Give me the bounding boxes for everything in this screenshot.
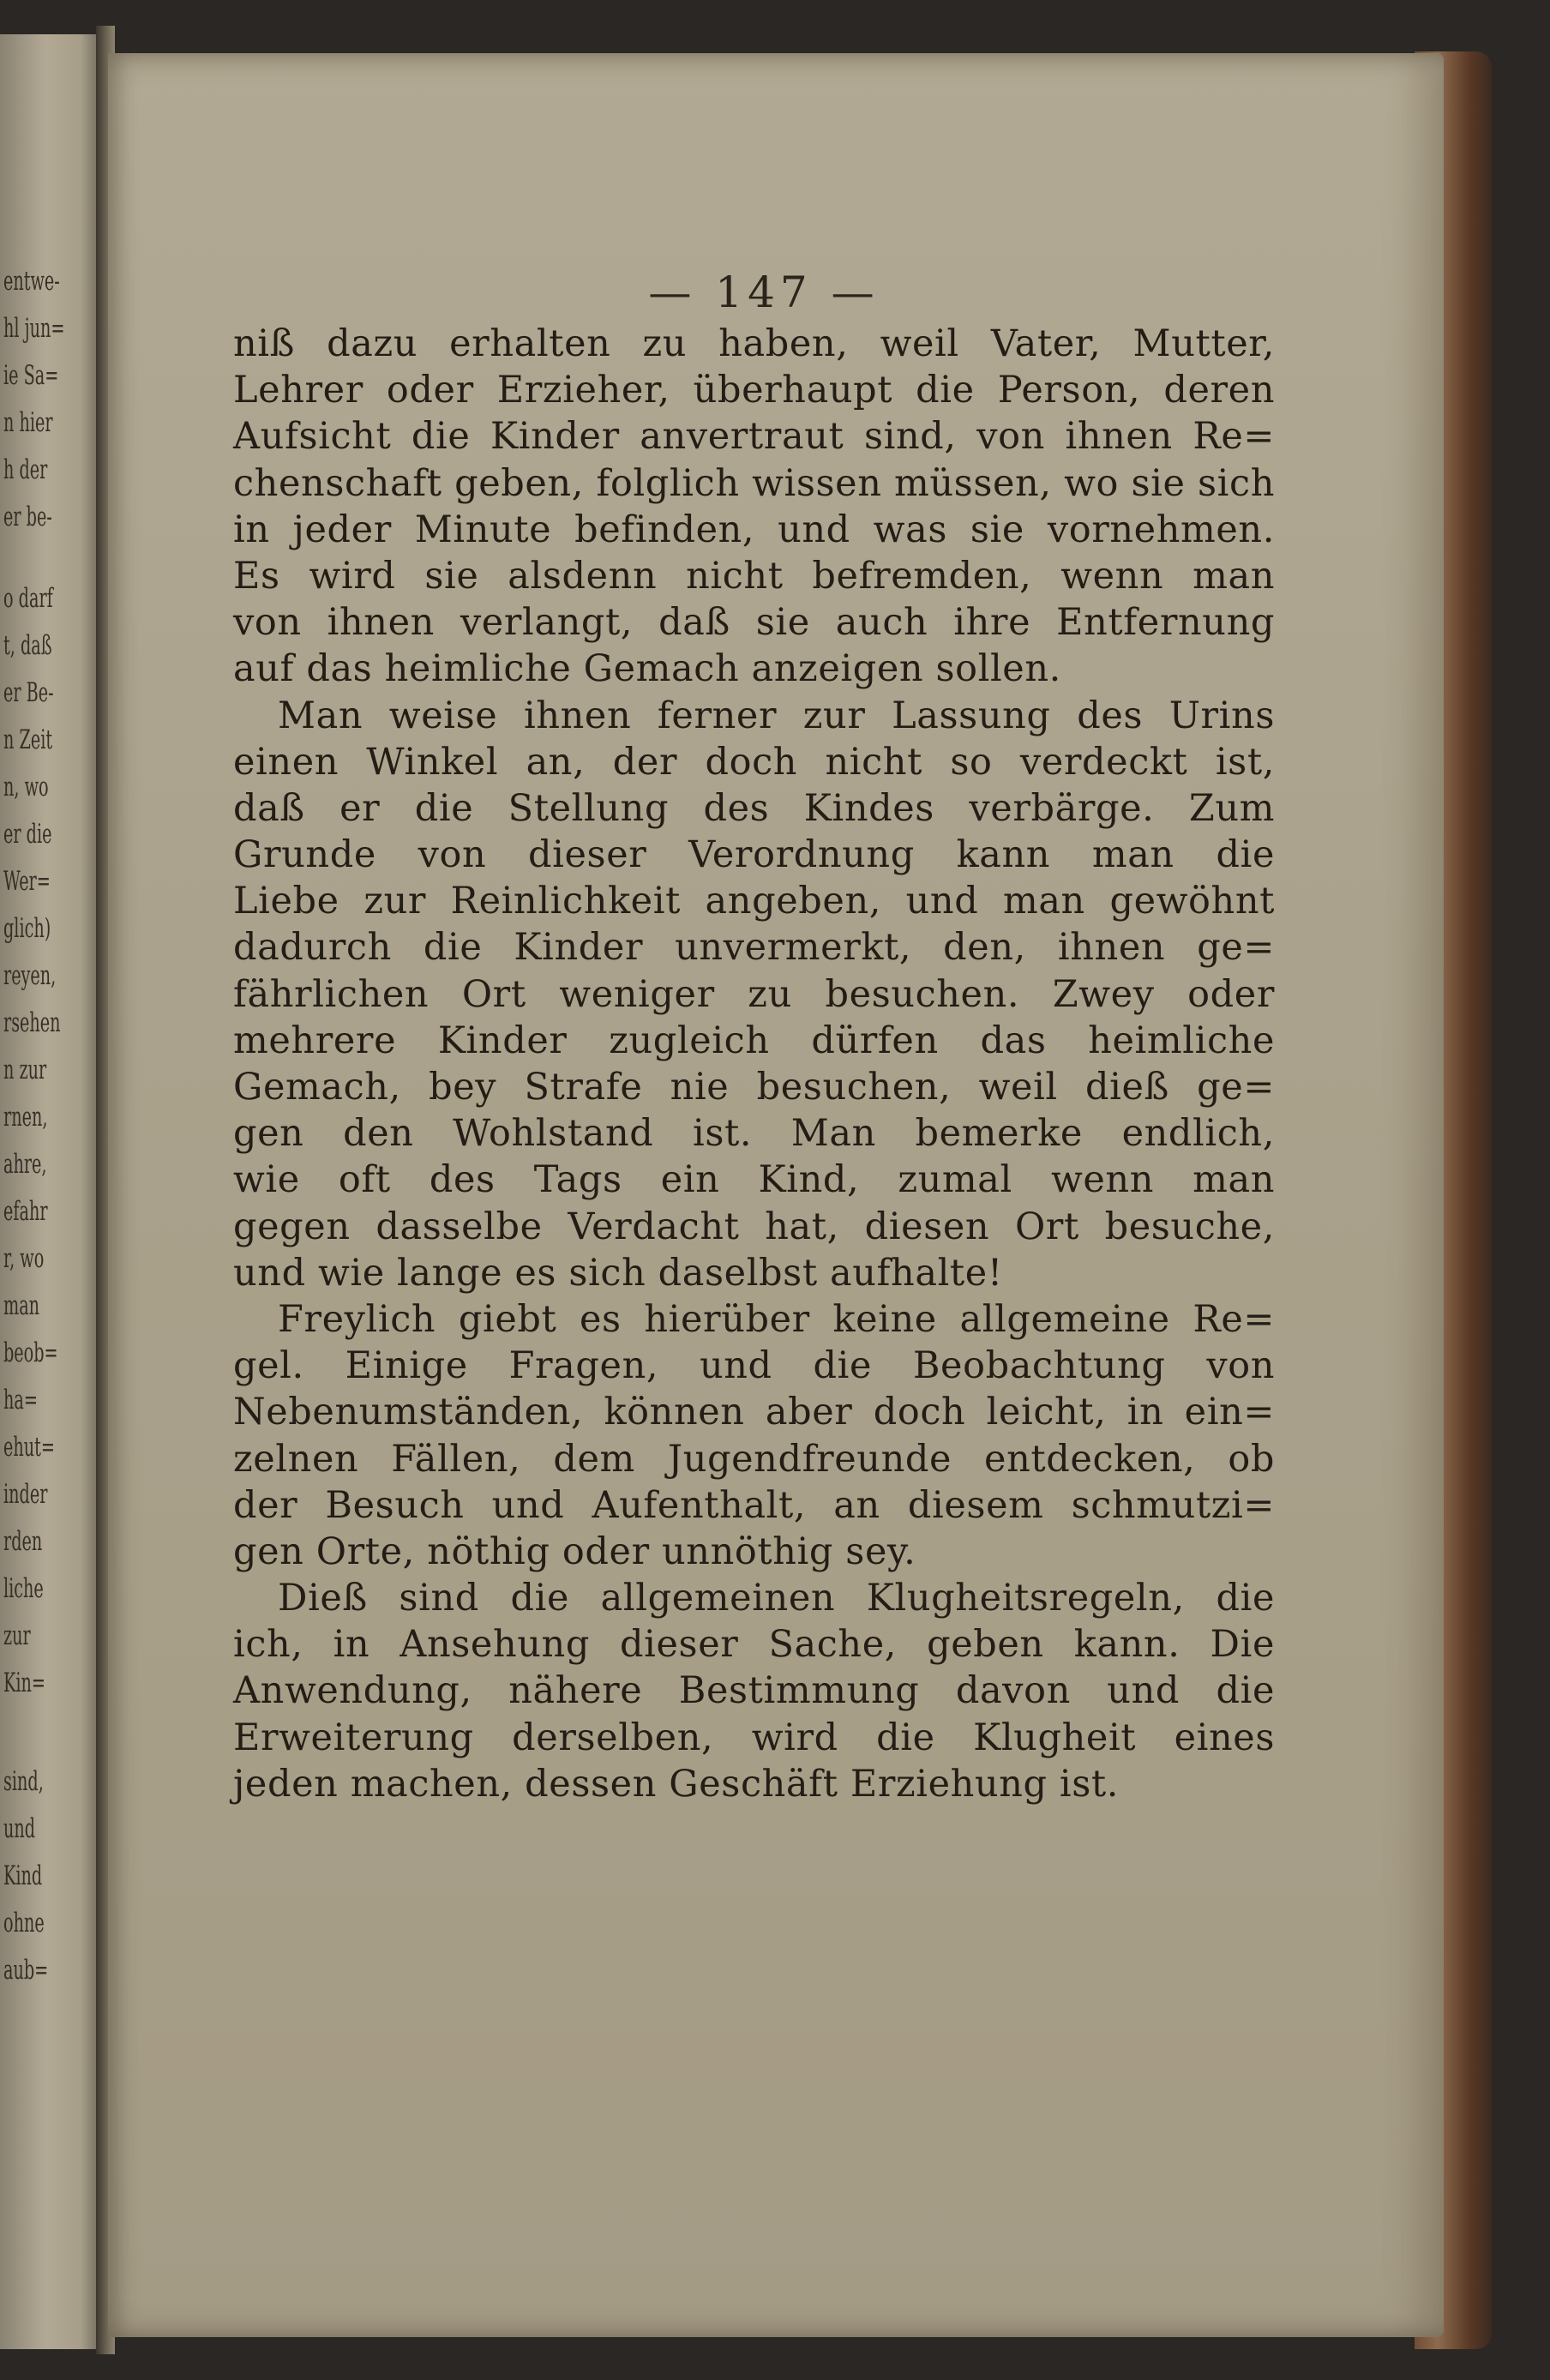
left-page-fragment: er Be- bbox=[3, 677, 54, 708]
text-line: Aufsicht die Kinder anvertraut sind, von ihnen Re= bbox=[233, 415, 1275, 459]
text-line: Grunde von dieser Verordnung kann man die bbox=[233, 833, 1275, 877]
text-line: daß er die Stellung des Kindes verbärge. Zum bbox=[233, 786, 1275, 830]
text-line: wie oft des Tags ein Kind, zumal wenn man bbox=[233, 1158, 1275, 1202]
left-page-fragment: ohne bbox=[3, 1908, 45, 1938]
left-page-fragment: ha= bbox=[3, 1385, 38, 1415]
left-page-fragment: rden bbox=[3, 1526, 43, 1557]
text-line: Nebenumständen, können aber doch leicht, in ein= bbox=[233, 1391, 1275, 1434]
left-page-fragment: aub= bbox=[3, 1955, 49, 1986]
text-line: auf das heimliche Gemach anzeigen sollen. bbox=[233, 647, 1061, 691]
left-page-fragment: n Zeit bbox=[3, 724, 53, 755]
text-line: der Besuch und Aufenthalt, an diesem schmutzi= bbox=[233, 1483, 1275, 1527]
left-page-fragment: r, wo bbox=[3, 1243, 45, 1274]
left-page-fragment: hl jun= bbox=[3, 313, 65, 344]
text-line: Freylich giebt es hierüber keine allgemeine Re= bbox=[278, 1297, 1275, 1341]
text-line: fährlichen Ort weniger zu besuchen. Zwey oder bbox=[233, 972, 1275, 1016]
left-page-fragment: efahr bbox=[3, 1196, 48, 1227]
text-line: und wie lange es sich daselbst aufhalte! bbox=[233, 1251, 1003, 1295]
left-page-fragment: n zur bbox=[3, 1055, 47, 1085]
text-line: jeden machen, dessen Geschäft Erziehung ist. bbox=[233, 1762, 1120, 1806]
text-line: dadurch die Kinder unvermerkt, den, ihnen ge= bbox=[233, 926, 1275, 970]
text-line: Gemach, bey Strafe nie besuchen, weil dieß ge= bbox=[233, 1066, 1275, 1109]
left-page-fragment: n, wo bbox=[3, 772, 49, 802]
text-line: Man weise ihnen ferner zur Lassung des Urins bbox=[278, 694, 1275, 737]
page-text bbox=[233, 321, 1275, 1807]
left-page-fragment: n hier bbox=[3, 407, 53, 438]
text-line: in jeder Minute befinden, und was sie vornehmen. bbox=[233, 508, 1275, 551]
text-line: ich, in Ansehung dieser Sache, geben kann. Die bbox=[233, 1623, 1275, 1667]
text-line: gel. Einige Fragen, und die Beobachtung von bbox=[233, 1344, 1275, 1388]
left-page-fragment: glich) bbox=[3, 913, 51, 944]
left-page-fragment: ie Sa= bbox=[3, 360, 59, 391]
left-page-fragment: er die bbox=[3, 819, 52, 850]
text-line: gegen dasselbe Verdacht hat, diesen Ort besuche, bbox=[233, 1205, 1275, 1248]
text-line: Dieß sind die allgemeinen Klugheitsregeln, die bbox=[278, 1577, 1275, 1620]
left-page-fragment: ahre, bbox=[3, 1149, 47, 1180]
left-page-fragment: inder bbox=[3, 1479, 48, 1510]
left-page-fragment: beob= bbox=[3, 1337, 58, 1368]
left-page-fragment: er be- bbox=[3, 502, 52, 532]
text-line: einen Winkel an, der doch nicht so verdeckt ist, bbox=[233, 740, 1275, 784]
left-page-edge bbox=[0, 34, 101, 2349]
text-line: Anwendung, nähere Bestimmung davon und die bbox=[233, 1669, 1275, 1713]
left-page-fragment: o darf bbox=[3, 583, 53, 614]
text-line: Erweiterung derselben, wird die Klugheit eines bbox=[233, 1716, 1275, 1759]
text-line: mehrere Kinder zugleich dürfen das heimliche bbox=[233, 1019, 1275, 1062]
left-page-fragment: entwe- bbox=[3, 266, 60, 297]
left-page-fragment: reyen, bbox=[3, 960, 57, 991]
left-page-fragment: ehut= bbox=[3, 1432, 55, 1463]
text-line: gen den Wohlstand ist. Man bemerke endlich, bbox=[233, 1112, 1275, 1156]
text-line: Es wird sie alsdenn nicht befremden, wenn man bbox=[233, 554, 1275, 598]
text-line: gen Orte, nöthig oder unnöthig sey. bbox=[233, 1530, 916, 1573]
left-page-fragment: liche bbox=[3, 1573, 44, 1604]
left-page-fragment: Kin= bbox=[3, 1668, 45, 1698]
text-line: Lehrer oder Erzieher, überhaupt die Person, deren bbox=[233, 369, 1275, 412]
left-page-fragment: rsehen bbox=[3, 1007, 61, 1038]
left-page-fragment: man bbox=[3, 1290, 40, 1321]
text-line: Liebe zur Reinlichkeit angeben, und man gewöhnt bbox=[233, 880, 1275, 923]
left-page-fragment: rnen, bbox=[3, 1102, 48, 1133]
text-line: zelnen Fällen, dem Jugendfreunde entdecken, ob bbox=[233, 1437, 1275, 1481]
text-line: von ihnen verlangt, daß sie auch ihre Entfernung bbox=[233, 601, 1275, 645]
left-page-fragment: sind, bbox=[3, 1766, 44, 1797]
page-number: — 147 — bbox=[648, 267, 880, 317]
right-page bbox=[108, 53, 1444, 2337]
text-line: chenschaft geben, folglich wissen müssen, wo sie sich bbox=[233, 461, 1275, 505]
text-line: niß dazu erhalten zu haben, weil Vater, Mutter, bbox=[233, 322, 1275, 365]
left-page-fragment: t, daß bbox=[3, 630, 52, 661]
left-page-fragment: Kind bbox=[3, 1860, 43, 1891]
left-page-fragment: h der bbox=[3, 454, 48, 485]
left-page-fragment: zur bbox=[3, 1620, 31, 1651]
left-page-fragment: Wer= bbox=[3, 866, 51, 897]
left-page-fragment: und bbox=[3, 1813, 36, 1844]
